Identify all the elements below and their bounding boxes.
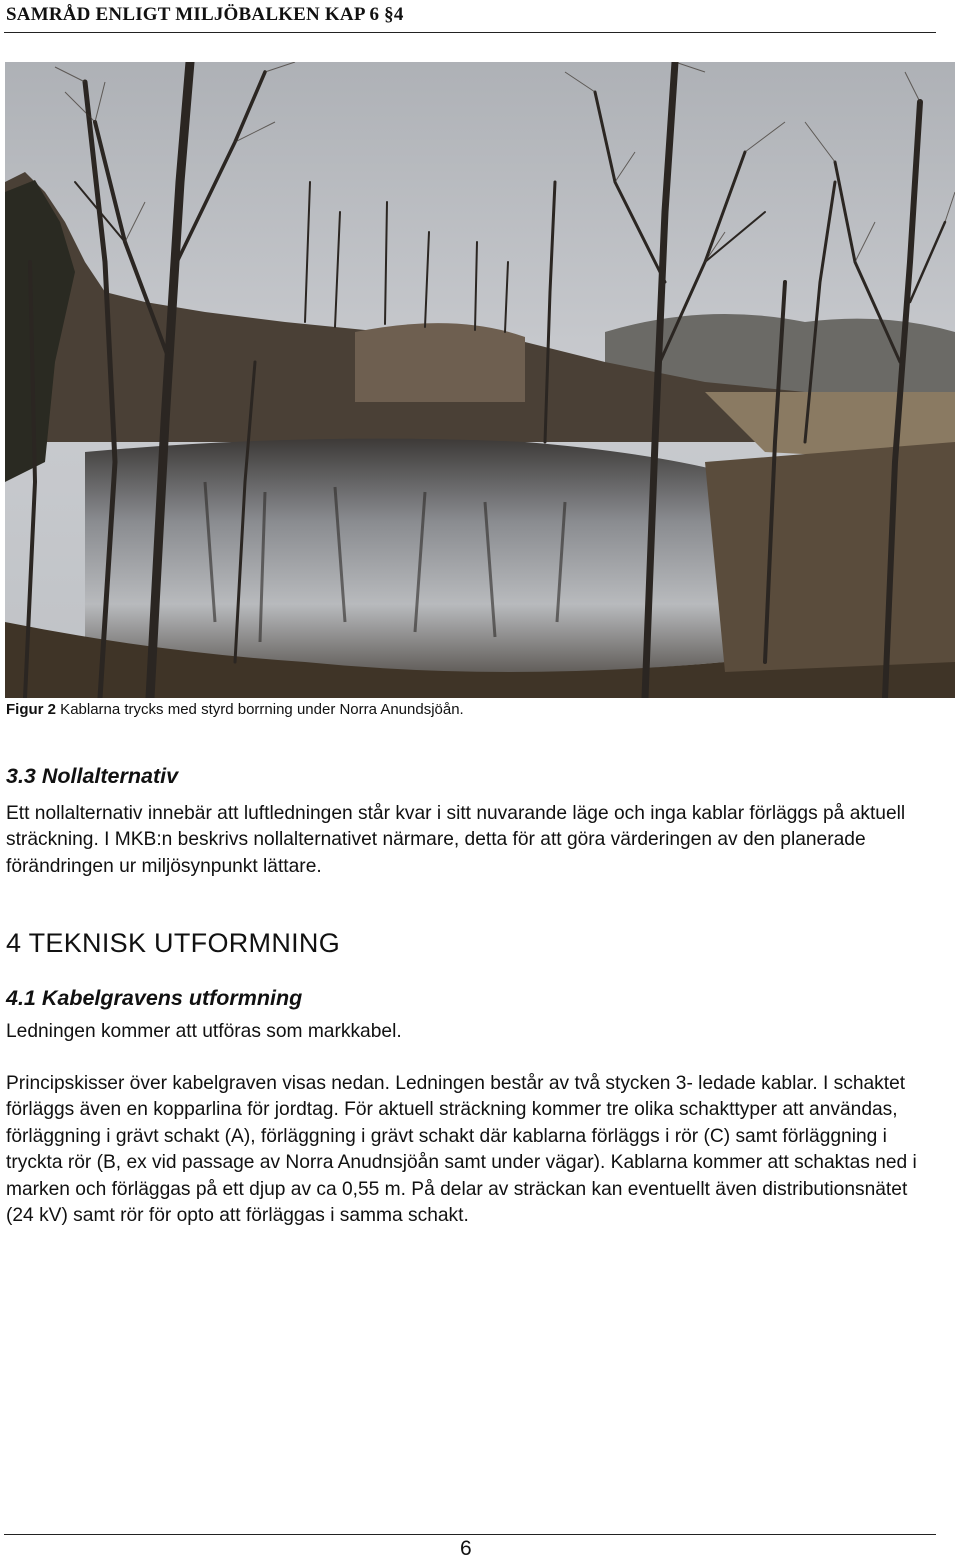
footer-rule bbox=[4, 1534, 936, 1535]
section-4-1-paragraph-1: Ledningen kommer att utföras som markkabel. bbox=[6, 1021, 402, 1042]
section-heading-4-1: 4.1 Kabelgravens utformning bbox=[6, 986, 303, 1010]
figure-photo bbox=[5, 62, 955, 698]
section-3-3-paragraph: Ett nollalternativ innebär att luftledningen står kvar i sitt nuvarande läge och inga kablar förläggs på aktuell sträckning. I MKB:n beskrivs nollalternativet närmare, detta för att göra värderingen av den planerade förändringen ur miljösynpunkt lättare. bbox=[6, 803, 906, 877]
chapter-heading-4: 4 TEKNISK UTFORMNING bbox=[6, 928, 341, 958]
page-number: 6 bbox=[460, 1537, 472, 1560]
figure-caption-text: Kablarna trycks med styrd borrning under Norra Anundsjöån. bbox=[56, 701, 464, 718]
figure-caption bbox=[6, 701, 464, 718]
section-heading-3-3: 3.3 Nollalternativ bbox=[6, 764, 179, 788]
figure-label: Figur 2 bbox=[6, 701, 57, 718]
section-4-1-paragraph-2: Principskisser över kabelgraven visas nedan. Ledningen består av två stycken 3- ledade kablar. I schaktet förläggs även en kopparlina för jordtag. För aktuell sträckning kommer tre olika schakttyper att användas, förläggning i grävt schakt (A), förläggning i grävt schakt där kablarna förläggs i rör (C) samt förläggning i tryckta rör (B, ex vid passage av Norra Anudnsjöån samt under vägar). Kablarna kommer att schaktas ned i marken och förläggas på ett djup av ca 0,55 m. På delar av sträckan kan eventuellt även distributionsnätet (24 kV) samt rör för opto att förläggas i samma schakt. bbox=[6, 1073, 917, 1227]
running-header: SAMRÅD ENLIGT MILJÖBALKEN KAP 6 §4 bbox=[6, 4, 404, 25]
header-rule bbox=[4, 32, 936, 33]
